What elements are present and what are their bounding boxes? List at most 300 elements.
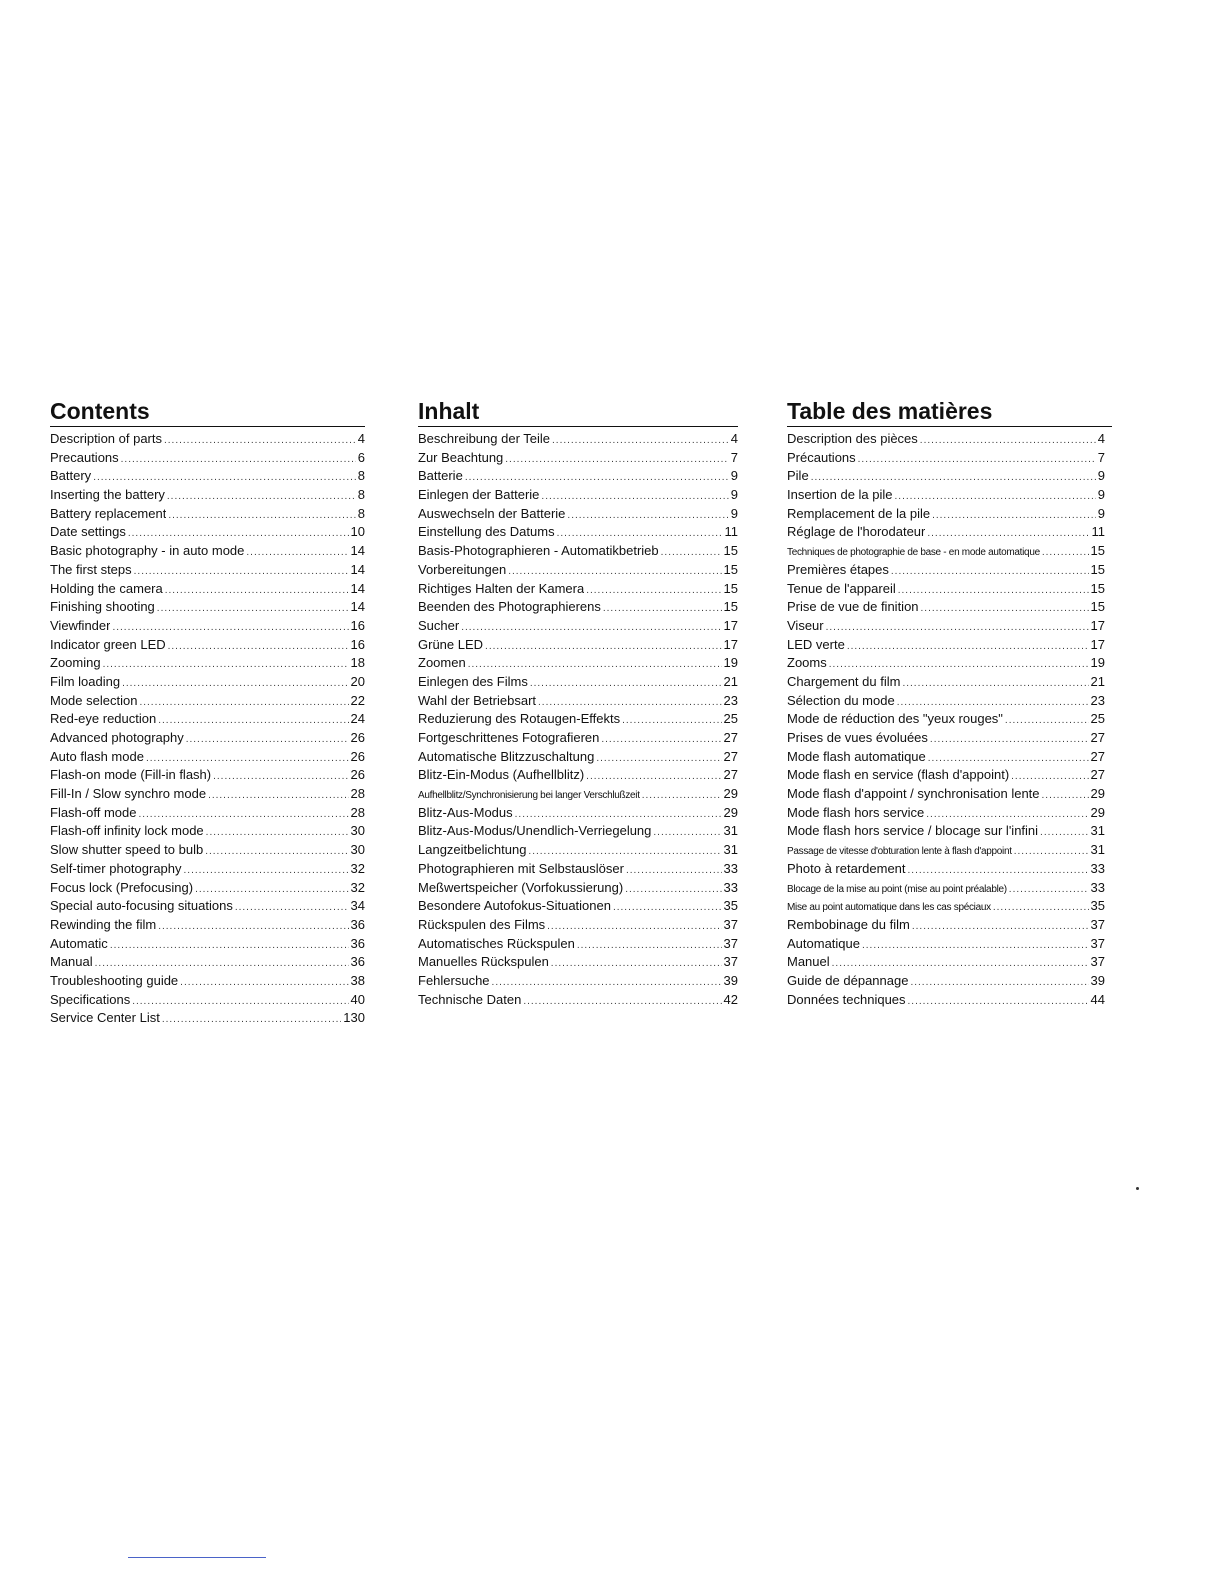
toc-entry — [418, 449, 738, 468]
dot-leader — [515, 804, 722, 825]
dot-leader — [642, 785, 722, 806]
entry-page-number: 27 — [723, 748, 738, 764]
toc-entry — [50, 430, 365, 449]
dot-leader — [912, 916, 1089, 937]
entry-page-number: 25 — [723, 711, 738, 727]
toc-entry — [787, 766, 1105, 785]
dot-leader — [552, 430, 729, 451]
dot-leader — [1009, 879, 1089, 900]
entry-title: Indicator green LED — [50, 636, 166, 652]
entry-title: Batterie — [418, 468, 463, 484]
entry-page-number: 15 — [1090, 543, 1105, 559]
toc-entry — [418, 916, 738, 935]
entry-page-number: 44 — [1090, 991, 1105, 1007]
entry-title: Special auto-focusing situations — [50, 898, 233, 914]
dot-leader — [246, 542, 348, 563]
toc-entry — [787, 804, 1105, 823]
toc-entry — [50, 860, 365, 879]
entry-page-number: 34 — [350, 898, 365, 914]
entry-title: Automatique — [787, 935, 860, 951]
entry-page-number: 11 — [1091, 524, 1105, 540]
footer-rule — [128, 1557, 266, 1558]
entry-title: Mode de réduction des "yeux rouges" — [787, 711, 1003, 727]
toc-entry — [50, 953, 365, 972]
entry-title: Rewinding the film — [50, 916, 157, 932]
entry-title: Langzeitbelichtung — [418, 842, 527, 858]
entry-title: Blocage de la mise au point (mise au point préalable) — [787, 883, 1007, 895]
entry-title: Données techniques — [787, 991, 906, 1007]
toc-entry — [418, 580, 738, 599]
toc-entry — [418, 897, 738, 916]
toc-entry — [787, 467, 1105, 486]
toc-entry — [418, 991, 738, 1010]
dot-leader — [920, 430, 1096, 451]
entry-title: Richtiges Halten der Kamera — [418, 580, 585, 596]
dot-leader — [551, 953, 722, 974]
entry-page-number: 40 — [350, 991, 365, 1007]
toc-entry — [50, 542, 365, 561]
dot-leader — [557, 523, 723, 544]
entry-title: Viewfinder — [50, 617, 111, 633]
toc-entry — [787, 598, 1105, 617]
entry-title: Zooms — [787, 655, 827, 671]
toc-entry — [787, 654, 1105, 673]
entry-title: Mode flash automatique — [787, 748, 926, 764]
entry-page-number: 32 — [350, 860, 365, 876]
dot-leader — [492, 972, 722, 993]
entry-page-number: 29 — [723, 786, 738, 802]
dot-leader — [541, 486, 728, 507]
toc-entry — [787, 748, 1105, 767]
entry-page-number: 33 — [1090, 860, 1105, 876]
entry-title: Beenden des Photographierens — [418, 599, 601, 615]
entry-page-number: 23 — [723, 692, 738, 708]
entry-title: Fehlersuche — [418, 972, 490, 988]
entry-title: Rückspulen des Films — [418, 916, 546, 932]
entry-title: Zoomen — [418, 655, 466, 671]
toc-entry — [418, 598, 738, 617]
entry-page-number: 9 — [730, 487, 738, 503]
dot-leader — [932, 505, 1096, 526]
toc-entry — [50, 505, 365, 524]
entry-page-number: 37 — [1090, 954, 1105, 970]
toc-entry — [418, 935, 738, 954]
dot-leader — [180, 972, 348, 993]
entry-page-number: 23 — [1090, 692, 1105, 708]
entry-page-number: 17 — [723, 617, 738, 633]
entry-title: The first steps — [50, 561, 132, 577]
entry-title: Meßwertspeicher (Vorfokussierung) — [418, 879, 624, 895]
toc-entry — [418, 561, 738, 580]
toc-entry — [787, 935, 1105, 954]
entry-title: Prises de vues évoluées — [787, 730, 928, 745]
entry-page-number: 4 — [730, 431, 738, 446]
dot-leader — [132, 991, 348, 1012]
entry-title: Finishing shooting — [50, 599, 155, 615]
entry-title: Zur Beachtung — [418, 449, 504, 465]
toc-entry — [50, 580, 365, 599]
toc-entry — [787, 580, 1105, 599]
dot-leader — [158, 916, 348, 937]
toc-entry — [50, 879, 365, 898]
toc-column-french — [787, 398, 1105, 1009]
entry-page-number: 32 — [350, 879, 365, 895]
entry-page-number: 38 — [350, 972, 365, 988]
dot-leader — [465, 467, 729, 488]
toc-entry — [50, 467, 365, 486]
entry-title: Flash-off mode — [50, 804, 137, 820]
toc-entry — [50, 654, 365, 673]
toc-entry — [50, 991, 365, 1010]
dot-leader — [811, 467, 1096, 488]
toc-entry — [418, 486, 738, 505]
dot-leader — [206, 822, 349, 843]
entry-page-number: 28 — [350, 804, 365, 820]
entry-title: Aufhellblitz/Synchronisierung bei langer Verschlußzeit — [418, 790, 640, 802]
toc-column-english — [50, 398, 365, 1028]
entry-title: Blitz-Ein-Modus (Aufhellblitz) — [418, 767, 585, 783]
entry-title: Photographieren mit Selbstauslöser — [418, 860, 624, 876]
entry-title: Battery replacement — [50, 505, 167, 521]
toc-entry — [787, 916, 1105, 935]
toc-entry — [787, 785, 1105, 804]
entry-page-number: 9 — [730, 505, 738, 521]
entry-page-number: 37 — [723, 935, 738, 951]
toc-entry — [418, 841, 738, 860]
dot-leader — [165, 580, 349, 601]
entry-page-number: 15 — [723, 599, 738, 615]
toc-entry — [787, 617, 1105, 636]
entry-title: Date settings — [50, 524, 126, 540]
toc-entry — [787, 822, 1105, 841]
entry-title: Manual — [50, 954, 93, 970]
toc-entry — [50, 692, 365, 711]
entry-page-number: 29 — [1090, 804, 1105, 820]
entry-title: Techniques de photographie de base - en mode automatique — [787, 547, 1040, 559]
toc-entry — [50, 822, 365, 841]
dot-leader — [826, 617, 1089, 638]
entry-title: Mode flash hors service — [787, 804, 925, 820]
entry-page-number: 21 — [723, 673, 738, 689]
toc-list — [787, 430, 1105, 1009]
dot-leader — [112, 617, 348, 638]
toc-entry — [418, 879, 738, 898]
dot-leader — [195, 879, 348, 900]
toc-entry — [50, 636, 365, 655]
entry-title: Passage de vitesse d'obturation lente à flash d'appoint — [787, 846, 1012, 858]
toc-entry — [787, 953, 1105, 972]
entry-title: Auswechseln der Batterie — [418, 505, 566, 521]
entry-title: Description of parts — [50, 431, 162, 446]
entry-page-number: 31 — [1090, 842, 1105, 858]
entry-page-number: 15 — [1090, 580, 1105, 596]
toc-entry — [50, 916, 365, 935]
entry-page-number: 33 — [723, 879, 738, 895]
entry-page-number: 130 — [343, 1010, 365, 1026]
toc-entry — [50, 935, 365, 954]
dot-leader — [168, 636, 349, 657]
entry-title: Einlegen der Batterie — [418, 487, 540, 503]
entry-page-number: 14 — [350, 599, 365, 615]
entry-page-number: 27 — [1090, 730, 1105, 745]
entry-title: Guide de dépannage — [787, 972, 909, 988]
entry-title: Holding the camera — [50, 580, 163, 596]
toc-entry — [418, 804, 738, 823]
entry-page-number: 24 — [350, 711, 365, 727]
toc-entry — [418, 542, 738, 561]
dot-leader — [921, 598, 1089, 619]
dot-leader — [205, 841, 348, 862]
entry-title: Slow shutter speed to bulb — [50, 842, 204, 858]
entry-title: Troubleshooting guide — [50, 972, 179, 988]
entry-page-number: 25 — [1090, 711, 1105, 727]
dot-leader — [626, 860, 722, 881]
dot-leader — [139, 692, 348, 713]
entry-page-number: 16 — [350, 636, 365, 652]
entry-title: Premières étapes — [787, 561, 889, 577]
entry-page-number: 19 — [723, 655, 738, 671]
dot-leader — [603, 598, 722, 619]
entry-page-number: 9 — [1097, 468, 1105, 484]
entry-page-number: 31 — [723, 842, 738, 858]
dot-leader — [1042, 785, 1089, 806]
entry-page-number: 30 — [350, 842, 365, 858]
entry-page-number: 7 — [730, 449, 738, 465]
entry-page-number: 16 — [350, 617, 365, 633]
entry-page-number: 39 — [1090, 972, 1105, 988]
entry-title: Service Center List — [50, 1010, 160, 1026]
dot-leader — [891, 561, 1089, 582]
entry-title: Blitz-Aus-Modus/Unendlich-Verriegelung — [418, 823, 652, 839]
entry-page-number: 17 — [1090, 636, 1105, 652]
entry-page-number: 30 — [350, 823, 365, 839]
dot-leader — [186, 729, 349, 750]
toc-entry — [50, 841, 365, 860]
toc-entry — [418, 673, 738, 692]
entry-title: Rembobinage du film — [787, 916, 910, 932]
dot-leader — [613, 897, 722, 918]
entry-title: Manuel — [787, 954, 830, 970]
toc-entry — [50, 729, 365, 748]
toc-entry — [50, 710, 365, 729]
dot-leader — [158, 710, 348, 731]
toc-entry — [787, 673, 1105, 692]
entry-title: Technische Daten — [418, 991, 522, 1007]
entry-title: Basic photography - in auto mode — [50, 543, 245, 559]
dot-leader — [213, 766, 348, 787]
entry-title: Manuelles Rückspulen — [418, 954, 549, 970]
entry-page-number: 17 — [723, 636, 738, 652]
toc-entry — [50, 598, 365, 617]
dot-leader — [832, 953, 1089, 974]
dot-leader — [164, 430, 356, 451]
entry-page-number: 19 — [1090, 655, 1105, 671]
entry-page-number: 28 — [350, 786, 365, 802]
dot-leader — [862, 935, 1089, 956]
dot-leader — [485, 636, 721, 657]
entry-title: Advanced photography — [50, 730, 184, 745]
dot-leader — [538, 692, 722, 713]
toc-entry — [787, 897, 1105, 916]
toc-entry — [787, 860, 1105, 879]
entry-page-number: 14 — [350, 561, 365, 577]
toc-entry — [50, 449, 365, 468]
toc-entry — [50, 486, 365, 505]
entry-page-number: 35 — [1090, 898, 1105, 914]
toc-entry — [50, 561, 365, 580]
dot-leader — [567, 505, 728, 526]
entry-page-number: 14 — [350, 580, 365, 596]
dot-leader — [898, 580, 1089, 601]
toc-entry — [787, 692, 1105, 711]
dot-leader — [586, 580, 721, 601]
toc-entry — [418, 860, 738, 879]
entry-page-number: 9 — [730, 468, 738, 484]
dot-leader — [902, 673, 1088, 694]
entry-page-number: 42 — [723, 991, 738, 1007]
entry-page-number: 18 — [350, 655, 365, 671]
entry-page-number: 37 — [723, 916, 738, 932]
dot-leader — [927, 523, 1089, 544]
entry-page-number: 7 — [1097, 449, 1105, 465]
dot-leader — [461, 617, 721, 638]
entry-page-number: 11 — [724, 524, 738, 540]
dot-leader — [138, 804, 348, 825]
entry-page-number: 9 — [1097, 487, 1105, 503]
toc-entry — [418, 822, 738, 841]
entry-page-number: 4 — [357, 431, 365, 446]
entry-title: Vorbereitungen — [418, 561, 507, 577]
entry-title: Sucher — [418, 617, 460, 633]
entry-title: Beschreibung der Teile — [418, 431, 551, 446]
entry-page-number: 9 — [1097, 505, 1105, 521]
dot-leader — [930, 729, 1089, 750]
toc-entry — [787, 841, 1105, 860]
column-title: Contents — [50, 398, 365, 427]
toc-entry — [418, 692, 738, 711]
entry-page-number: 17 — [1090, 617, 1105, 633]
dot-leader — [910, 972, 1088, 993]
entry-title: Prise de vue de finition — [787, 599, 919, 615]
dot-leader — [167, 486, 356, 507]
toc-entry — [418, 636, 738, 655]
toc-entry — [787, 486, 1105, 505]
dot-leader — [993, 897, 1089, 918]
entry-title: Fortgeschrittenes Fotografieren — [418, 730, 600, 745]
toc-entry — [787, 636, 1105, 655]
entry-title: Inserting the battery — [50, 487, 165, 503]
dot-leader — [184, 860, 349, 881]
dot-leader — [168, 505, 355, 526]
toc-entry — [787, 991, 1105, 1010]
entry-title: Blitz-Aus-Modus — [418, 804, 513, 820]
toc-entry — [787, 710, 1105, 729]
entry-title: Battery — [50, 468, 92, 484]
entry-page-number: 33 — [723, 860, 738, 876]
dot-leader — [895, 486, 1096, 507]
entry-title: Précautions — [787, 449, 856, 465]
dot-leader — [928, 748, 1089, 769]
dot-leader — [528, 841, 721, 862]
dot-leader — [505, 449, 728, 470]
entry-page-number: 37 — [1090, 935, 1105, 951]
entry-page-number: 20 — [350, 673, 365, 689]
toc-entry — [418, 505, 738, 524]
dot-leader — [847, 636, 1089, 657]
dot-leader — [93, 467, 356, 488]
entry-title: Specifications — [50, 991, 131, 1007]
entry-title: Mode flash d'appoint / synchronisation lente — [787, 786, 1040, 802]
entry-title: Basis-Photographieren - Automatikbetrieb — [418, 543, 659, 559]
entry-title: Fill-In / Slow synchro mode — [50, 786, 207, 802]
dot-leader — [121, 449, 356, 470]
dot-leader — [653, 822, 721, 843]
entry-page-number: 27 — [723, 767, 738, 783]
entry-page-number: 27 — [1090, 748, 1105, 764]
entry-title: Besondere Autofokus-Situationen — [418, 898, 611, 914]
entry-title: Einstellung des Datums — [418, 524, 555, 540]
entry-title: Automatische Blitzzuschaltung — [418, 748, 595, 764]
entry-page-number: 29 — [1090, 786, 1105, 802]
toc-entry — [787, 430, 1105, 449]
dot-leader — [508, 561, 721, 582]
toc-entry — [50, 748, 365, 767]
toc-entry — [418, 972, 738, 991]
dot-leader — [908, 991, 1089, 1012]
entry-page-number: 15 — [723, 543, 738, 559]
dot-leader — [1011, 766, 1088, 787]
dot-leader — [103, 654, 349, 675]
toc-entry — [418, 953, 738, 972]
margin-dot — [1136, 1187, 1139, 1190]
entry-title: Insertion de la pile — [787, 487, 893, 503]
entry-page-number: 8 — [357, 487, 365, 503]
dot-leader — [530, 673, 722, 694]
toc-entry — [787, 449, 1105, 468]
dot-leader — [596, 748, 721, 769]
entry-title: Flash-on mode (Fill-in flash) — [50, 767, 212, 783]
entry-title: Wahl der Betriebsart — [418, 692, 537, 708]
toc-entry — [787, 505, 1105, 524]
dot-leader — [523, 991, 721, 1012]
entry-page-number: 37 — [1090, 916, 1105, 932]
toc-column-german — [418, 398, 738, 1009]
dot-leader — [926, 804, 1088, 825]
toc-entry — [787, 879, 1105, 898]
dot-leader — [134, 561, 349, 582]
dot-leader — [577, 935, 722, 956]
entry-title: LED verte — [787, 636, 845, 652]
entry-page-number: 15 — [1090, 561, 1105, 577]
entry-title: Remplacement de la pile — [787, 505, 931, 521]
toc-entry — [787, 542, 1105, 561]
toc-entry — [787, 729, 1105, 748]
entry-page-number: 36 — [350, 916, 365, 932]
toc-entry — [787, 561, 1105, 580]
dot-leader — [661, 542, 722, 563]
entry-page-number: 27 — [723, 730, 738, 745]
entry-title: Chargement du film — [787, 673, 901, 689]
toc-entry — [418, 766, 738, 785]
entry-page-number: 26 — [350, 730, 365, 745]
entry-title: Auto flash mode — [50, 748, 144, 764]
toc-entry — [418, 617, 738, 636]
toc-entry — [50, 673, 365, 692]
dot-leader — [586, 766, 721, 787]
dot-leader — [547, 916, 721, 937]
entry-page-number: 22 — [350, 692, 365, 708]
toc-list — [50, 430, 365, 1028]
